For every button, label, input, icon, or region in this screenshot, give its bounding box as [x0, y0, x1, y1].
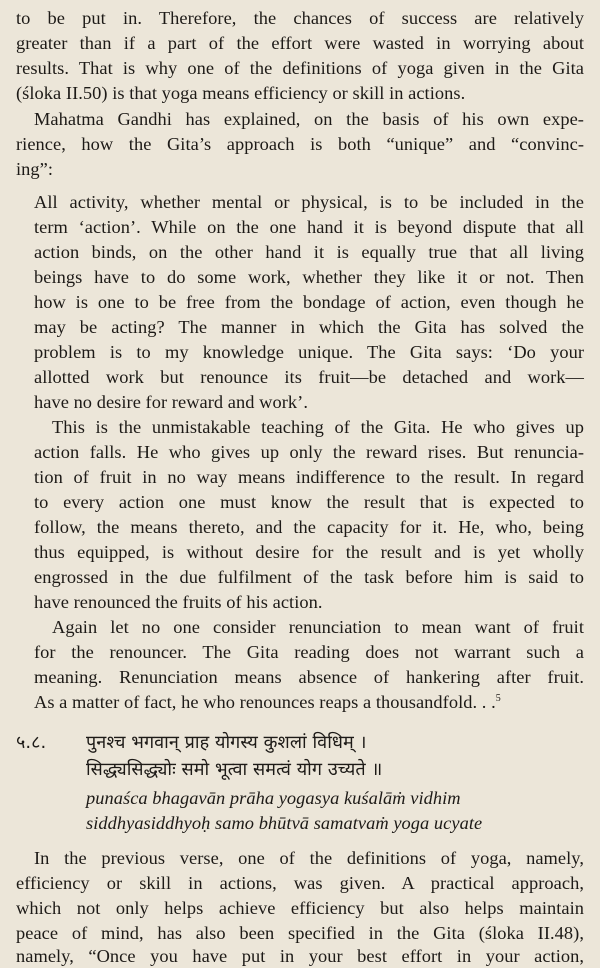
- quote-line: have no desire for reward and work’.: [34, 392, 308, 412]
- quote-line: action falls. He who gives up only the reward rises. But renuncia-: [34, 442, 584, 462]
- transliteration-line: punaśca bhagavān prāha yogasya kuśalāṁ vidhim: [86, 788, 461, 808]
- text-line: rience, how the Gita’s approach is both “unique” and “convinc-: [16, 134, 584, 154]
- quote-line: allotted work but renounce its fruit—be detached and work—: [34, 367, 584, 387]
- quote-line: Again let no one consider renunciation to mean want of fruit: [52, 617, 584, 637]
- quote-line: tion of fruit in no way means indifference to the result. In regard: [34, 467, 584, 487]
- quote-line: [34, 690, 584, 714]
- text-line: peace of mind, has also been specified in the Gita (śloka II.48),: [16, 923, 584, 943]
- text-line: which not only helps achieve efficiency but also helps maintain: [16, 898, 584, 918]
- quote-line: meaning. Renunciation means absence of hankering after fruit.: [34, 667, 584, 687]
- text-line: In the previous verse, one of the definitions of yoga, namely,: [34, 848, 584, 868]
- quote-line: for the renouncer. The Gita reading does not warrant such a: [34, 642, 584, 662]
- text-line: results. That is why one of the definitions of yoga given in the Gita: [16, 58, 584, 78]
- quote-line: engrossed in the due fulfilment of the task before him is said to: [34, 567, 584, 587]
- quote-line: have renounced the fruits of his action.: [34, 592, 323, 612]
- quote-last-text: As a matter of fact, he who renounces reaps a thousandfold. . .: [34, 692, 496, 712]
- quote-line: All activity, whether mental or physical, is to be included in the: [34, 192, 584, 212]
- text-line: efficiency or skill in actions, was given. A practical approach,: [16, 873, 584, 893]
- quote-line: term ‘action’. While on the one hand it is beyond dispute that all: [34, 217, 584, 237]
- quote-line: action binds, on the other hand it is equally true that all living: [34, 242, 584, 262]
- text-line: Mahatma Gandhi has explained, on the basis of his own expe-: [34, 109, 584, 129]
- quote-line: thus equipped, is without desire for the result and is yet wholly: [34, 542, 584, 562]
- quote-line: to every action one must know the result that is expected to: [34, 492, 584, 512]
- quote-line: problem is to my knowledge unique. The Gita says: ‘Do your: [34, 342, 584, 362]
- text-line: greater than if a part of the effort were wasted in worrying about: [16, 33, 584, 53]
- text-line: to be put in. Therefore, the chances of success are relatively: [16, 8, 584, 28]
- quote-line: This is the unmistakable teaching of the Gita. He who gives up: [52, 417, 584, 437]
- footnote-marker: 5: [495, 693, 501, 704]
- text-line: (śloka II.50) is that yoga means efficiency or skill in actions.: [16, 83, 466, 103]
- devanagari-line: पुनश्च भगवान् प्राह योगस्य कुशलां विधिम् ।: [86, 732, 367, 753]
- devanagari-line: सिद्ध्यसिद्ध्योः समो भूत्वा समत्वं योग उच्यते ॥: [86, 759, 383, 780]
- verse-number: ५.८.: [16, 732, 47, 753]
- transliteration-line: siddhyasiddhyoḥ samo bhūtvā samatvaṁ yoga ucyate: [86, 813, 483, 833]
- quote-line: may be acting? The manner in which the Gita has solved the: [34, 317, 584, 337]
- quote-line: how is one to be free from the bondage of action, even though he: [34, 292, 584, 312]
- quote-line: beings have to do some work, whether they like it or not. Then: [34, 267, 584, 287]
- text-line: ing”:: [16, 159, 54, 179]
- quote-line: follow, the means thereto, and the capacity for it. He, who, being: [34, 517, 584, 537]
- text-line: namely, “Once you have put in your best effort in your action,: [16, 946, 584, 966]
